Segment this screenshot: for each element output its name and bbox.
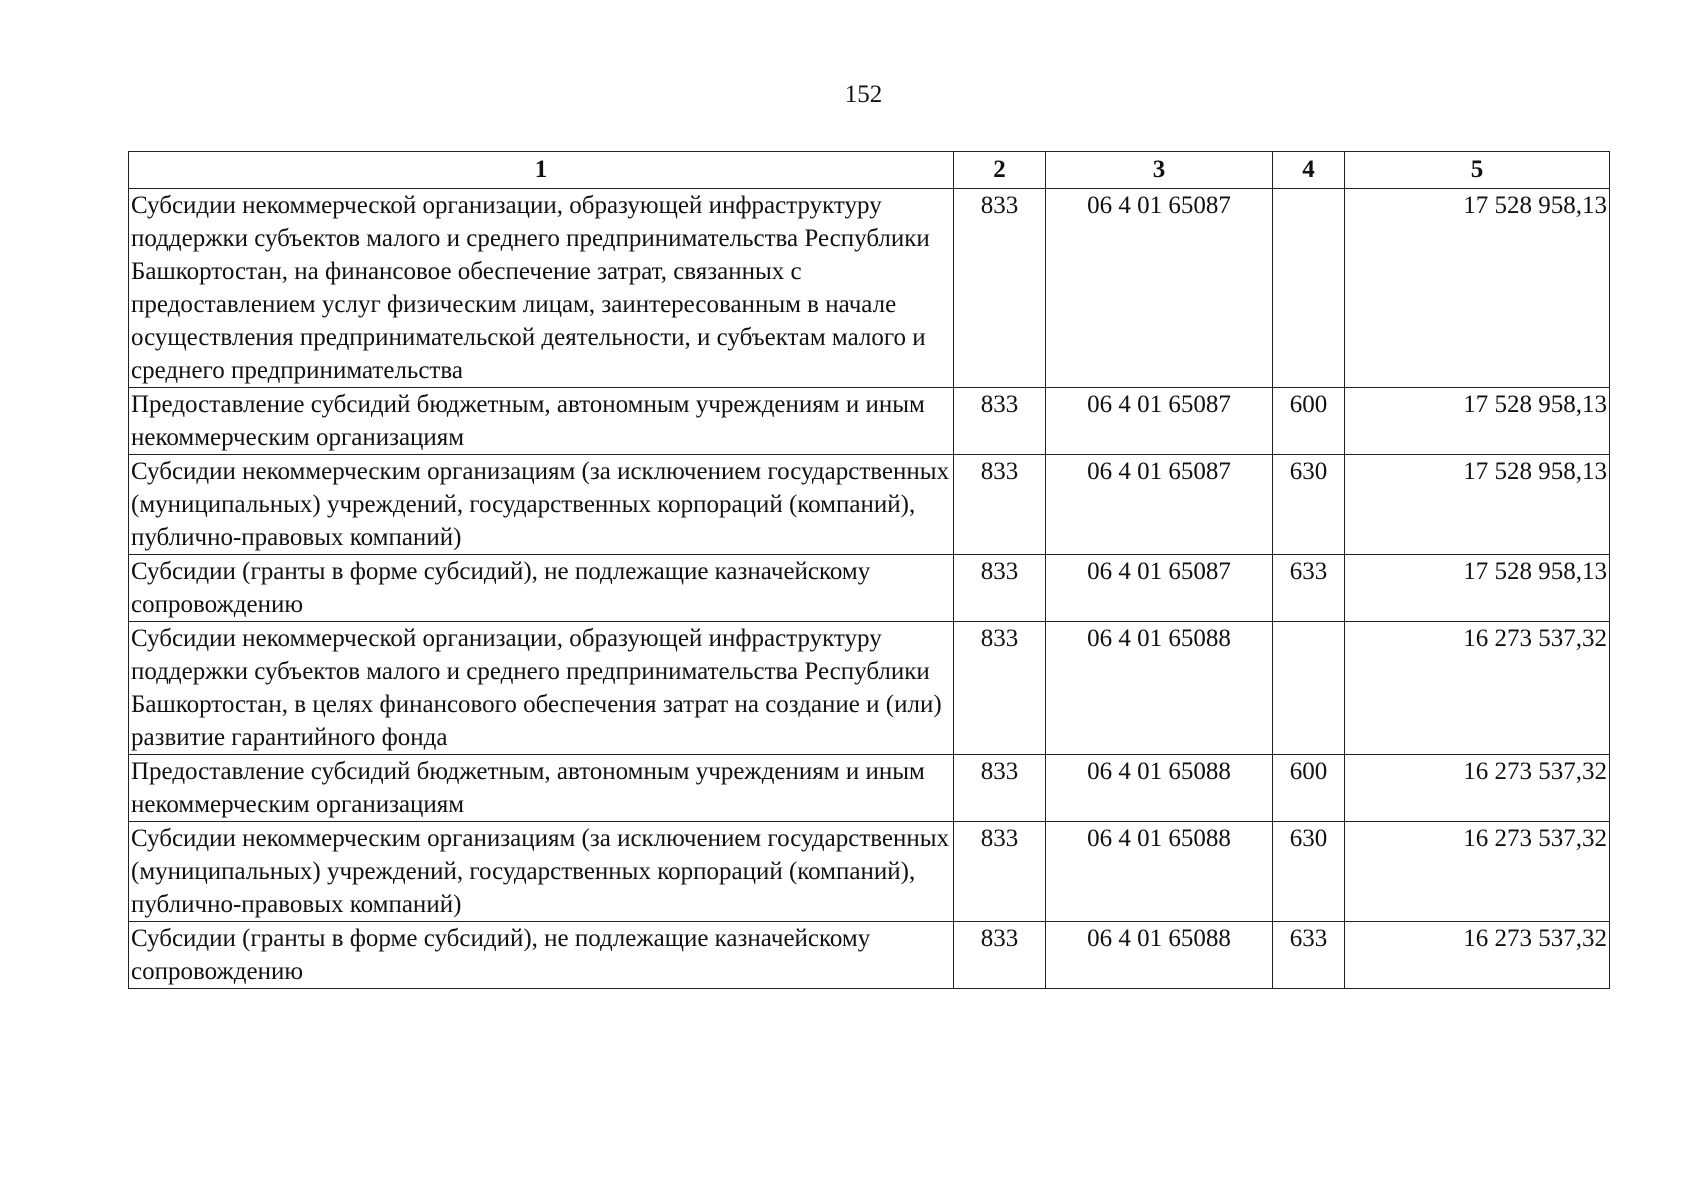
header-col-5: 5 xyxy=(1345,152,1610,189)
header-col-3: 3 xyxy=(1046,152,1273,189)
row-expense-code: 630 xyxy=(1273,455,1345,555)
row-name: Субсидии (гранты в форме субсидий), не подлежащие казначейскому сопровождению xyxy=(129,555,954,622)
header-col-4: 4 xyxy=(1273,152,1345,189)
row-expense-code xyxy=(1273,622,1345,755)
row-target-code: 06 4 01 65088 xyxy=(1046,622,1273,755)
row-name: Субсидии некоммерческим организациям (за исключением государственных (муниципальных) учреждений, государственных корпораций (компаний), публично-правовых компаний) xyxy=(129,822,954,922)
page-number: 152 xyxy=(844,81,883,108)
row-expense-code: 630 xyxy=(1273,822,1345,922)
row-ministry-code: 833 xyxy=(954,189,1046,388)
row-expense-code: 633 xyxy=(1273,555,1345,622)
row-amount: 16 273 537,32 xyxy=(1345,622,1610,755)
table-row xyxy=(129,755,1610,822)
header-row xyxy=(129,152,1610,189)
row-amount: 17 528 958,13 xyxy=(1345,388,1610,455)
row-amount: 16 273 537,32 xyxy=(1345,755,1610,822)
row-expense-code: 633 xyxy=(1273,922,1345,989)
row-name: Предоставление субсидий бюджетным, автономным учреждениям и иным некоммерческим организациям xyxy=(129,755,954,822)
row-ministry-code: 833 xyxy=(954,622,1046,755)
row-amount: 16 273 537,32 xyxy=(1345,822,1610,922)
row-amount: 17 528 958,13 xyxy=(1345,189,1610,388)
row-target-code: 06 4 01 65087 xyxy=(1046,555,1273,622)
table-row xyxy=(129,622,1610,755)
row-target-code: 06 4 01 65087 xyxy=(1046,189,1273,388)
table-row xyxy=(129,455,1610,555)
row-name: Субсидии некоммерческой организации, образующей инфраструктуру поддержки субъектов малого и среднего предпринимательства Республики Башкортостан, на финансовое обеспечение затрат, связанных с предоставлением услуг физическим лицам, заинтересованным в начале осуществления предпринимательской деятельности, и субъектам малого и среднего предпринимательства xyxy=(129,189,954,388)
row-target-code: 06 4 01 65087 xyxy=(1046,455,1273,555)
table-row xyxy=(129,822,1610,922)
row-target-code: 06 4 01 65088 xyxy=(1046,755,1273,822)
row-amount: 17 528 958,13 xyxy=(1345,455,1610,555)
table-row xyxy=(129,922,1610,989)
row-expense-code xyxy=(1273,189,1345,388)
budget-table xyxy=(128,151,1610,989)
table-row xyxy=(129,555,1610,622)
table-row xyxy=(129,388,1610,455)
row-target-code: 06 4 01 65088 xyxy=(1046,922,1273,989)
row-name: Субсидии некоммерческой организации, образующей инфраструктуру поддержки субъектов малого и среднего предпринимательства Республики Башкортостан, в целях финансового обеспечения затрат на создание и (или) развитие гарантийного фонда xyxy=(129,622,954,755)
row-expense-code: 600 xyxy=(1273,388,1345,455)
row-name: Предоставление субсидий бюджетным, автономным учреждениям и иным некоммерческим организациям xyxy=(129,388,954,455)
row-expense-code: 600 xyxy=(1273,755,1345,822)
row-target-code: 06 4 01 65088 xyxy=(1046,822,1273,922)
row-ministry-code: 833 xyxy=(954,755,1046,822)
row-name: Субсидии (гранты в форме субсидий), не подлежащие казначейскому сопровождению xyxy=(129,922,954,989)
row-target-code: 06 4 01 65087 xyxy=(1046,388,1273,455)
row-amount: 16 273 537,32 xyxy=(1345,922,1610,989)
header-col-1: 1 xyxy=(129,152,954,189)
row-ministry-code: 833 xyxy=(954,388,1046,455)
row-ministry-code: 833 xyxy=(954,555,1046,622)
row-ministry-code: 833 xyxy=(954,922,1046,989)
table-row xyxy=(129,189,1610,388)
header-col-2: 2 xyxy=(954,152,1046,189)
row-amount: 17 528 958,13 xyxy=(1345,555,1610,622)
row-ministry-code: 833 xyxy=(954,822,1046,922)
row-ministry-code: 833 xyxy=(954,455,1046,555)
row-name: Субсидии некоммерческим организациям (за исключением государственных (муниципальных) учреждений, государственных корпораций (компаний), публично-правовых компаний) xyxy=(129,455,954,555)
